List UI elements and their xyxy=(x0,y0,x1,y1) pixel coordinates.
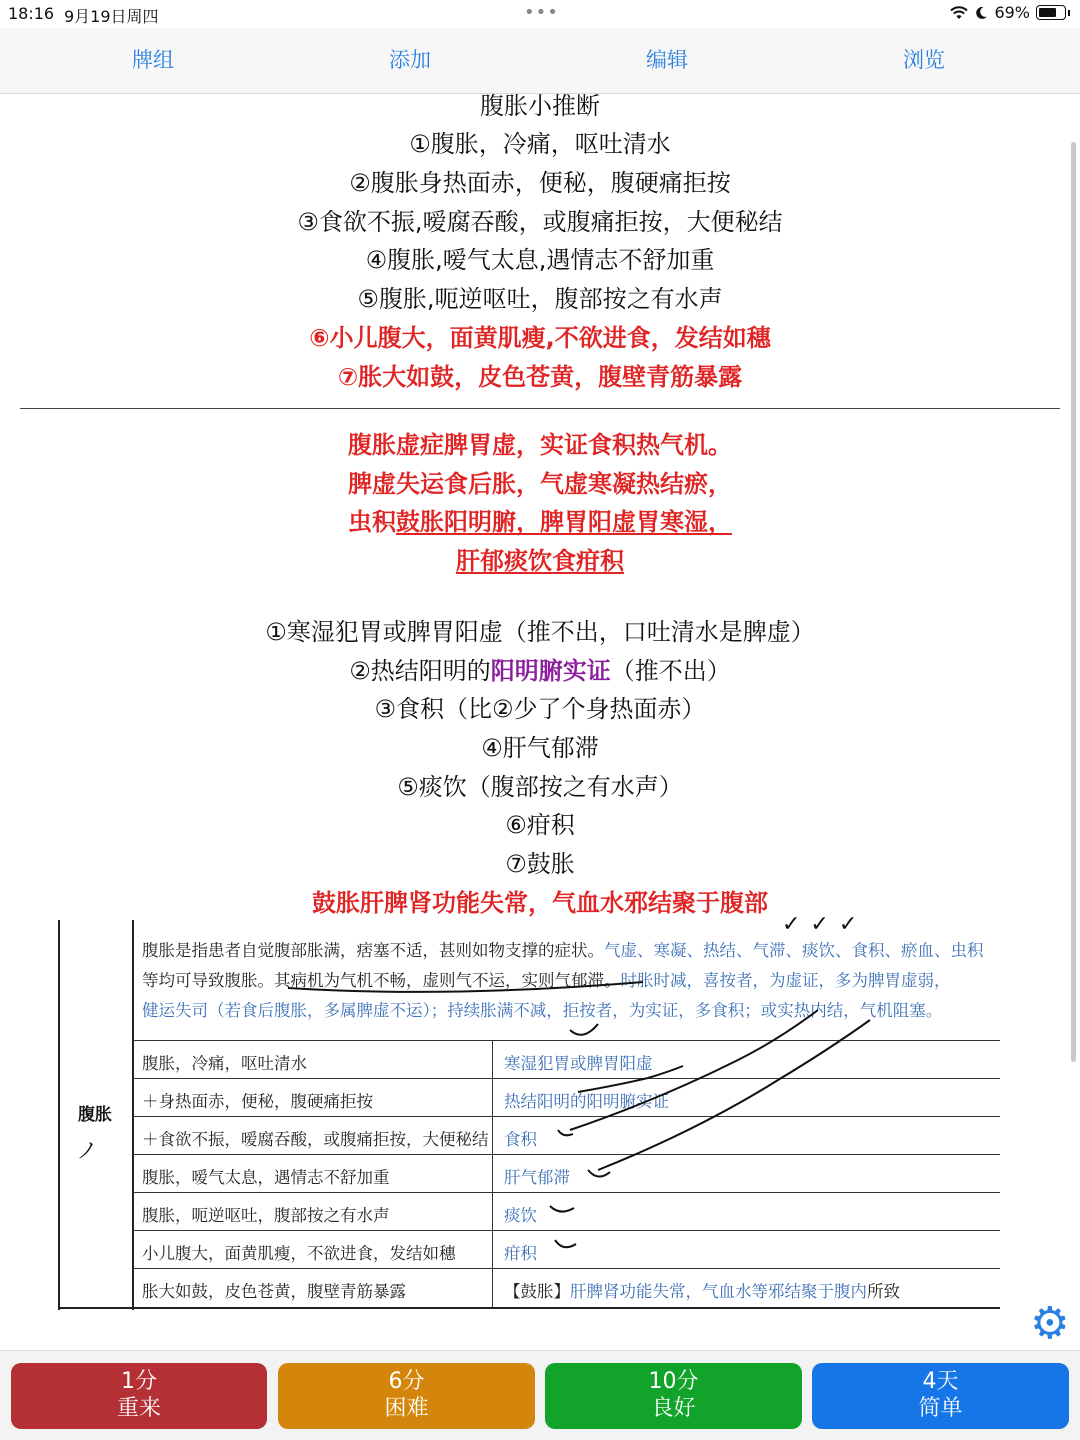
answer-note: 鼓胀肝脾肾功能失常，气血水邪结聚于腹部 xyxy=(312,889,768,917)
symptom-line-highlight: ⑦胀大如鼓，皮色苍黄，腹壁青筋暴露 xyxy=(337,363,743,391)
moon-icon xyxy=(974,6,988,20)
diagnosis-text: 肝脾肾功能失常，气血水等邪结聚于腹内 xyxy=(570,1282,867,1301)
handwritten-checks: ✓✓✓ xyxy=(782,912,868,937)
table-cell-diagnosis: 热结阳明的阳明腑实证 xyxy=(504,1092,669,1111)
table-cell-symptom: 小儿腹大，面黄肌瘦，不欲进食，发结如穗 xyxy=(142,1244,456,1263)
symptom-line: ③食欲不振,嗳腐吞酸，或腹痛拒按，大便秘结 xyxy=(297,208,783,236)
table-cell-symptom: ＋身热面赤，便秘，腹硬痛拒按 xyxy=(142,1092,373,1111)
intro-text: 腹胀是指患者自觉腹部胀满，痞塞不适，甚则如物支撑的症状。 xyxy=(142,941,604,960)
answer-line xyxy=(0,653,1080,689)
scroll-indicator[interactable] xyxy=(1071,142,1076,1062)
battery-icon xyxy=(1036,5,1066,20)
status-bar xyxy=(0,0,1080,28)
gear-icon[interactable]: ⚙ xyxy=(1030,1298,1070,1349)
answer-highlight: 阳明腑实证 xyxy=(490,657,611,685)
top-nav-bar xyxy=(0,28,1080,94)
easy-label: 简单 xyxy=(918,1396,963,1421)
table-side-label: 腹胀 xyxy=(78,1105,112,1125)
table-cell-symptom: 腹胀，呃逆呕吐，腹部按之有水声 xyxy=(142,1206,390,1225)
symptom-line: ⑤腹胀,呃逆呕吐，腹部按之有水声 xyxy=(357,285,723,313)
table-cell-diagnosis: 食积 xyxy=(504,1130,537,1149)
good-button[interactable] xyxy=(545,1363,802,1429)
multitasking-dots-icon[interactable]: ••• xyxy=(524,2,559,23)
scanned-table-image xyxy=(58,912,1004,1310)
answer-text: （推不出） xyxy=(610,657,731,685)
intro-text-blue: 气虚、寒凝、热结、气滞、痰饮、食积、瘀血、虫积 xyxy=(604,941,984,960)
table-cell-diagnosis: 寒湿犯胃或脾胃阳虚 xyxy=(504,1054,653,1073)
again-button[interactable] xyxy=(11,1363,267,1429)
mnemonic-text: 虫积 xyxy=(348,508,396,536)
handwritten-tick: ノ xyxy=(76,1139,99,1164)
mnemonic-line xyxy=(0,543,1080,579)
easy-interval: 4天 xyxy=(922,1369,959,1394)
mnemonic-line: 腹胀虚症脾胃虚，实证食积热气机。 xyxy=(348,431,732,459)
table-cell-symptom: 腹胀，冷痛，呕吐清水 xyxy=(142,1054,307,1073)
table-cell-diagnosis: 痰饮 xyxy=(504,1206,537,1225)
answer-line: ①寒湿犯胃或脾胃阳虚（推不出，口吐清水是脾虚） xyxy=(265,618,815,646)
handwritten-annotation-strokes xyxy=(58,920,1004,1310)
answer-line: ④肝气郁滞 xyxy=(481,734,599,762)
status-date: 9月19日周四 xyxy=(64,7,159,26)
answer-line: ③食积（比②少了个身热面赤） xyxy=(374,695,706,723)
diagnosis-bracket: 【鼓胀】 xyxy=(504,1282,570,1301)
table-cell-diagnosis: 肝气郁滞 xyxy=(504,1168,570,1187)
mnemonic-line: 脾虚失运食后胀，气虚寒凝热结瘀， xyxy=(348,470,732,498)
good-interval: 10分 xyxy=(648,1369,699,1394)
nav-decks-button[interactable]: 牌组 xyxy=(132,48,174,72)
again-interval: 1分 xyxy=(121,1369,157,1394)
nav-browse-button[interactable]: 浏览 xyxy=(903,48,945,72)
answer-text: ②热结阳明的 xyxy=(349,657,491,685)
table-cell-symptom: ＋食欲不振，嗳腐吞酸，或腹痛拒按，大便秘结 xyxy=(142,1130,489,1149)
symptom-line: ①腹胀，冷痛，呕吐清水 xyxy=(409,130,671,158)
wifi-icon xyxy=(950,6,968,20)
answer-line: ⑦鼓胀 xyxy=(505,850,575,878)
again-label: 重来 xyxy=(116,1396,161,1421)
hard-label: 困难 xyxy=(384,1396,429,1421)
table-cell-diagnosis: 疳积 xyxy=(504,1244,537,1263)
mnemonic-line xyxy=(0,504,1080,540)
battery-tip xyxy=(1068,10,1070,16)
answer-line: ⑤痰饮（腹部按之有水声） xyxy=(397,773,683,801)
status-time: 18:16 xyxy=(8,4,55,23)
hard-interval: 6分 xyxy=(388,1369,425,1394)
symptom-line-highlight: ⑥小儿腹大，面黄肌瘦,不欲进食，发结如穗 xyxy=(309,324,771,352)
good-label: 良好 xyxy=(651,1396,696,1421)
nav-add-button[interactable]: 添加 xyxy=(389,48,431,72)
symptom-line: ④腹胀,嗳气太息,遇情志不舒加重 xyxy=(365,246,715,274)
card-title: 腹胀小推断 xyxy=(480,94,600,120)
easy-button[interactable] xyxy=(812,1363,1069,1429)
symptom-line: ②腹胀身热面赤，便秘，腹硬痛拒按 xyxy=(349,169,731,197)
hard-button[interactable] xyxy=(278,1363,535,1429)
answer-divider xyxy=(20,408,1060,409)
table-cell-symptom: 腹胀，嗳气太息，遇情志不舒加重 xyxy=(142,1168,390,1187)
nav-edit-button[interactable]: 编辑 xyxy=(646,48,688,72)
answer-button-bar xyxy=(0,1350,1080,1440)
battery-level xyxy=(1039,8,1056,17)
intro-line: 健运失司（若食后腹胀，多属脾虚不运）；持续胀满不减，拒按者，为实证，多食积；或实热内结，气机阻塞。 xyxy=(142,1001,943,1020)
status-indicators xyxy=(950,3,1070,22)
answer-line: ⑥疳积 xyxy=(505,811,575,839)
mnemonic-underlined-text: 肝郁痰饮食疳积 xyxy=(456,547,624,575)
table-cell-symptom: 胀大如鼓，皮色苍黄，腹壁青筋暴露 xyxy=(142,1282,406,1301)
intro-text-blue: 时胀时减，喜按者，为虚证，多为脾胃虚弱， xyxy=(620,971,951,990)
diagnosis-text: 所致 xyxy=(867,1282,900,1301)
card-content[interactable] xyxy=(0,94,1080,1350)
intro-text: 等均可导致腹胀。其病机为气机不畅，虚则气不运，实则气郁滞。 xyxy=(142,971,621,990)
battery-percent: 69% xyxy=(994,3,1030,22)
mnemonic-underlined-text: 鼓胀阳明腑，脾胃阳虚胃寒湿， xyxy=(396,508,732,536)
